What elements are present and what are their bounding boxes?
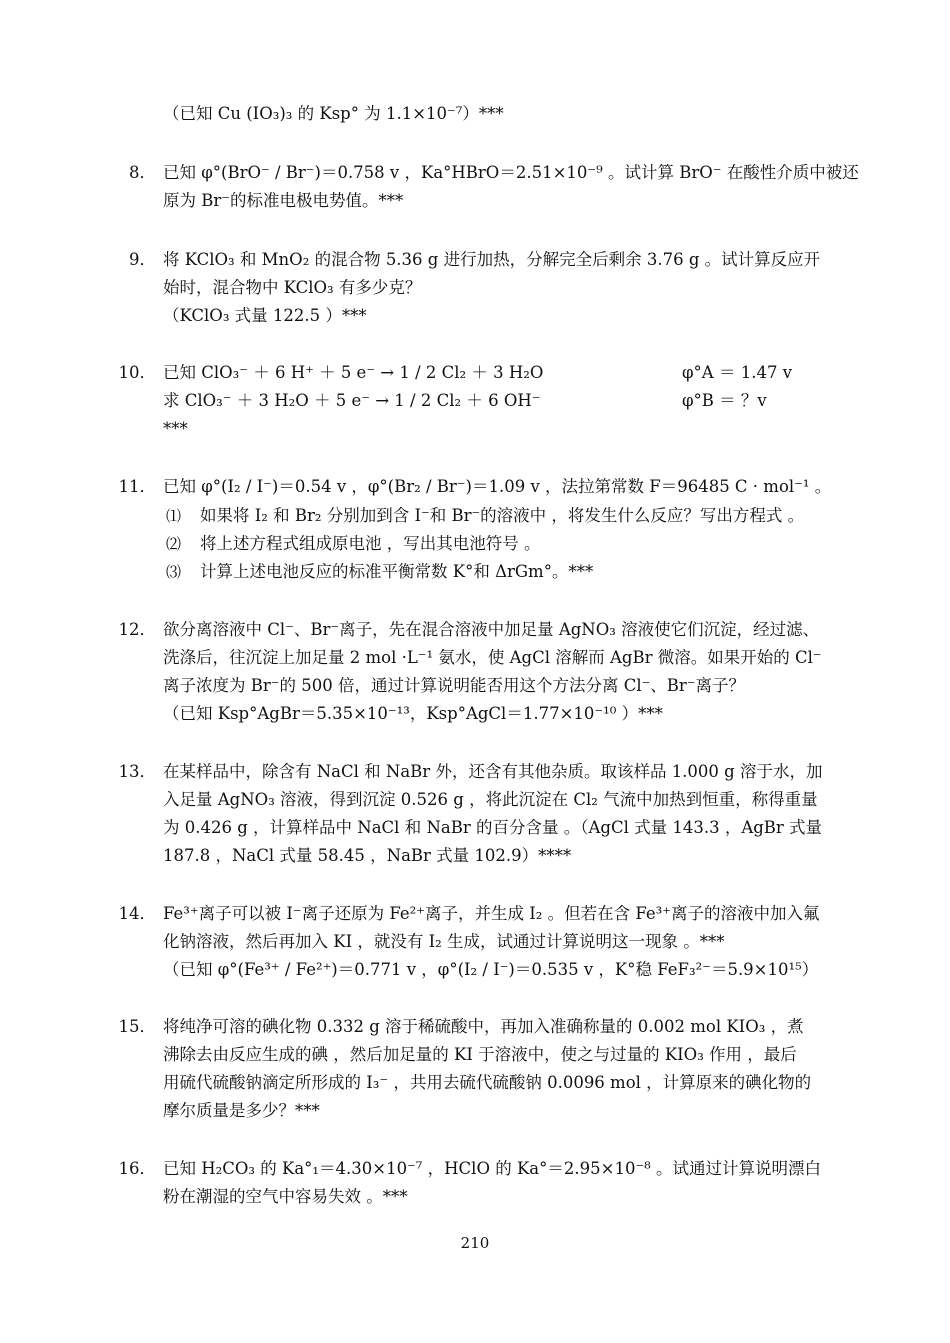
question-14-line-2: 化钠溶液，然后再加入 KI ，就没有 I₂ 生成，试通过计算说明这一现象 。***	[163, 932, 725, 951]
question-16-number: 16．	[118, 1159, 156, 1178]
question-16-line-2: 粉在潮湿的空气中容易失效 。***	[163, 1187, 408, 1206]
question-8-number: 8．	[129, 163, 156, 182]
question-12-line-1: 欲分离溶液中 Cl⁻、Br⁻离子，先在混合溶液中加足量 AgNO₃ 溶液使它们沉淀，经过滤、	[163, 620, 820, 639]
question-15-line-3: 用硫代硫酸钠滴定所形成的 I₃⁻ ，共用去硫代硫酸钠 0.0096 mol ，计算原来的碘化物的	[163, 1073, 812, 1092]
question-11-sub-1-text: 如果将 I₂ 和 Br₂ 分别加到含 I⁻和 Br⁻的溶液中 ，将发生什么反应？写出方程式 。	[200, 506, 805, 525]
page-number: 210	[460, 1234, 490, 1252]
question-15-number: 15．	[118, 1017, 156, 1036]
question-13-line-1: 在某样品中，除含有 NaCl 和 NaBr 外，还含有其他杂质。取该样品 1.000 g 溶于水，加	[163, 762, 823, 781]
question-10-potential-b: φ°B ＝ ？v	[682, 391, 767, 410]
question-12-line-4: （已知 Ksp°AgBr＝5.35×10⁻¹³，Ksp°AgCl＝1.77×10⁻¹⁰ ）***	[163, 704, 663, 723]
question-13-line-4: 187.8 ，NaCl 式量 58.45 ，NaBr 式量 102.9）****	[163, 846, 572, 865]
question-11-sub-2-number: ⑵	[166, 535, 182, 553]
question-11-sub-2-text: 将上述方程式组成原电池 ，写出其电池符号 。	[200, 534, 541, 553]
question-13-number: 13．	[118, 762, 156, 781]
question-15-line-4: 摩尔质量是多少？***	[163, 1101, 320, 1120]
question-10-number: 10．	[118, 363, 156, 382]
question-8-line-2: 原为 Br⁻的标准电极电势值。***	[163, 191, 404, 210]
question-14-line-1: Fe³⁺离子可以被 I⁻离子还原为 Fe²⁺离子，并生成 I₂ 。但若在含 Fe³⁺离子的溶液中加入氟	[163, 904, 820, 923]
question-9-line-1: 将 KClO₃ 和 MnO₂ 的混合物 5.36 g 进行加热，分解完全后剩余 3.76 g 。试计算反应开	[163, 250, 821, 269]
question-13-line-2: 入足量 AgNO₃ 溶液，得到沉淀 0.526 g ，将此沉淀在 Cl₂ 气流中加热到恒重，称得重量	[163, 790, 818, 809]
question-11-sub-3-text: 计算上述电池反应的标准平衡常数 K°和 ΔrGm°。***	[200, 562, 594, 581]
question-12-line-3: 离子浓度为 Br⁻的 500 倍，通过计算说明能否用这个方法分离 Cl⁻、Br⁻离子？	[163, 676, 746, 695]
question-15-line-1: 将纯净可溶的碘化物 0.332 g 溶于稀硫酸中，再加入准确称量的 0.002 mol KIO₃ ，煮	[163, 1017, 804, 1036]
question-9-line-3: （KClO₃ 式量 122.5 ）***	[163, 306, 367, 325]
question-10-line-1: 已知 ClO₃⁻ ＋ 6 H⁺ ＋ 5 e⁻ → 1 / 2 Cl₂ ＋ 3 H₂O	[163, 363, 544, 382]
question-11-sub-1-number: ⑴	[166, 507, 182, 525]
question-10-line-3: ***	[163, 419, 188, 438]
question-13-line-3: 为 0.426 g ，计算样品中 NaCl 和 NaBr 的百分含量 。（AgCl 式量 143.3 ，AgBr 式量	[163, 818, 823, 837]
question-16-line-1: 已知 H₂CO₃ 的 Ka°₁＝4.30×10⁻⁷ ，HClO 的 Ka°＝2.95×10⁻⁸ 。试通过计算说明漂白	[163, 1159, 822, 1178]
question-8-line-1: 已知 φ°(BrO⁻ / Br⁻)＝0.758 v ，Ka°HBrO＝2.51×10⁻⁹ 。试计算 BrO⁻ 在酸性介质中被还	[163, 163, 859, 182]
question-11-sub-3-number: ⑶	[166, 563, 182, 581]
question-14-line-3: （已知 φ°(Fe³⁺ / Fe²⁺)＝0.771 v ，φ°(I₂ / I⁻)＝0.535 v ，K°稳 FeF₃²⁻＝5.9×10¹⁵）	[163, 960, 819, 979]
question-11-line-1: 已知 φ°(I₂ / I⁻)＝0.54 v ，φ°(Br₂ / Br⁻)＝1.09 v ，法拉第常数 F＝96485 C · mol⁻¹ 。	[163, 477, 832, 496]
question-15-line-2: 沸除去由反应生成的碘 ，然后加足量的 KI 于溶液中，使之与过量的 KIO₃ 作用 ，最后	[163, 1045, 797, 1064]
question-10-line-2: 求 ClO₃⁻ ＋ 3 H₂O ＋ 5 e⁻ → 1 / 2 Cl₂ ＋ 6 OH⁻	[163, 391, 541, 410]
question-14-number: 14．	[118, 904, 156, 923]
question-9-number: 9．	[129, 250, 156, 269]
question-9-line-2: 始时，混合物中 KClO₃ 有多少克？	[163, 278, 422, 297]
question-12-line-2: 洗涤后，往沉淀上加足量 2 mol ·L⁻¹ 氨水，使 AgCl 溶解而 AgBr 微溶。如果开始的 Cl⁻	[163, 648, 822, 667]
question-7-tail-line-1: （已知 Cu (IO₃)₃ 的 Ksp° 为 1.1×10⁻⁷）***	[163, 104, 504, 123]
question-11-number: 11．	[118, 477, 156, 496]
question-10-potential-a: φ°A ＝ 1.47 v	[682, 363, 793, 382]
question-12-number: 12．	[118, 620, 156, 639]
